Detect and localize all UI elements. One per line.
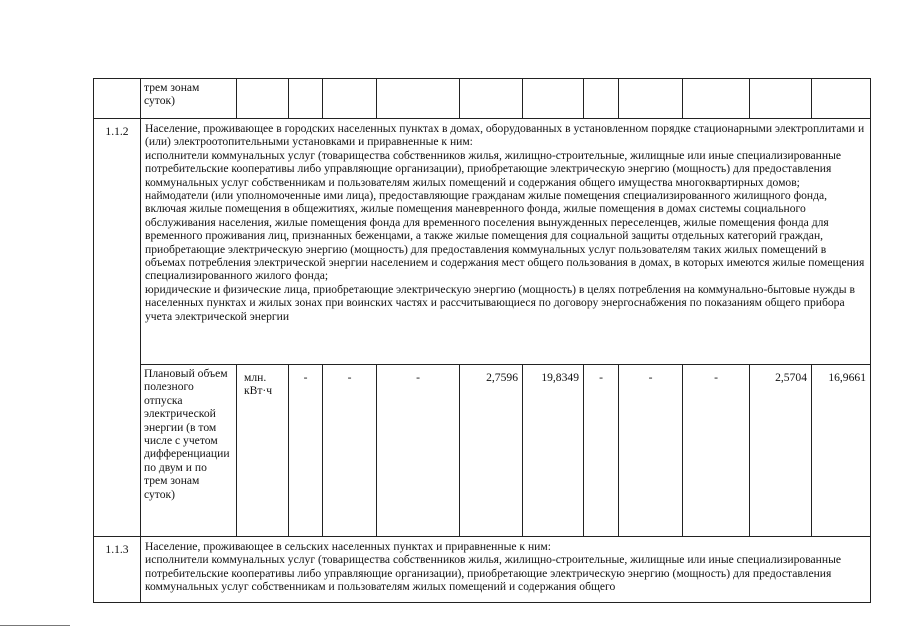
row-label: трем зонам суток) [141,79,237,119]
value-cell: - [584,365,619,537]
section-1-1-2-row [94,119,871,365]
description-paragraph: Население, проживающее в городских населенных пунктах в домах, оборудованных в установленном порядке стационарными электроплитами и (или) электроотопительными установками и приравненные к ним: [145,122,865,149]
value-cell: - [323,365,377,537]
value-cell: 19,8349 [523,365,584,537]
section-1-1-3-row [94,537,871,603]
value-cell: - [289,365,323,537]
row-label: Плановый объем полезного отпуска электрической энергии (в том числе с учетом дифференциации по двум и по трем зонам суток) [141,365,237,537]
value-cell [289,79,323,119]
section-description [141,119,871,365]
value-cell [523,79,584,119]
value-cell [377,79,460,119]
value-cell [460,79,523,119]
value-cell: 2,7596 [460,365,523,537]
value-cell [323,79,377,119]
value-cell [237,79,289,119]
unit-cell: млн. кВт·ч [237,365,289,537]
description-paragraph: юридические и физические лица, приобретающие электрическую энергию (мощность) в целях потребления на коммунально-бытовые нужды в населенных пунктах и жилых зонах при воинских частях и рассчитывающиеся по договору энергоснабжения по показаниям общего прибора учета электрической энергии [145,282,855,323]
section-number: 1.1.2 [94,119,141,537]
table-row-prev-tail [94,79,871,119]
value-cell [619,79,683,119]
value-cell: 2,5704 [750,365,812,537]
section-number: 1.1.3 [94,537,141,603]
page-edge-mark [0,625,70,626]
value-cell [683,79,750,119]
value-cell: 16,9661 [812,365,871,537]
value-cell [812,79,871,119]
value-cell: - [619,365,683,537]
description-paragraph: исполнители коммунальных услуг (товарищества собственников жилья, жилищно-строительные, жилищные или иные специализированные потребительские кооперативы либо управляющие организации), приобретающие электрическую энергию (мощность) для предоставления коммунальных услуг собственникам и пользователям жилых помещений и содержания общего [145,553,842,594]
section-description [141,537,871,603]
description-paragraph: исполнители коммунальных услуг (товарищества собственников жилья, жилищно-строительные, жилищные или иные специализированные потребительские кооперативы либо управляющие организации), приобретающие электрическую энергию (мощность) для предоставления коммунальных услуг собственникам и пользователям жилых помещений и содержания общего имущества многоквартирных домов; наймодатели (или уполномоченные ими лица), предоставляющие гражданам жилые помещения специализированного жилищного фонда, включая жилые помещения в общежитиях, жилые помещения маневренного фонда, жилые помещения в домах системы социального обслуживания населения, жилые помещения фонда для временного поселения вынужденных переселенцев, жилые помещения фонда для временного проживания лиц, признанных беженцами, а также жилые помещения для социальной защиты отдельных категорий граждан, приобретающие электрическую энергию (мощность) для предоставления коммунальных услуг пользователям таких жилых помещений в объемах потребления электрической энергии населением и содержания мест общего пользования в домах, в которых имеются жилые помещения специализированного жилого фонда; [145,148,865,283]
value-cell: - [377,365,460,537]
description-paragraph: Население, проживающее в сельских населенных пунктах и приравненные к ним: [145,540,551,553]
row-number-cell [94,79,141,119]
planned-volume-row [94,365,871,537]
value-cell [750,79,812,119]
value-cell [584,79,619,119]
value-cell: - [683,365,750,537]
tariff-table [93,78,871,603]
